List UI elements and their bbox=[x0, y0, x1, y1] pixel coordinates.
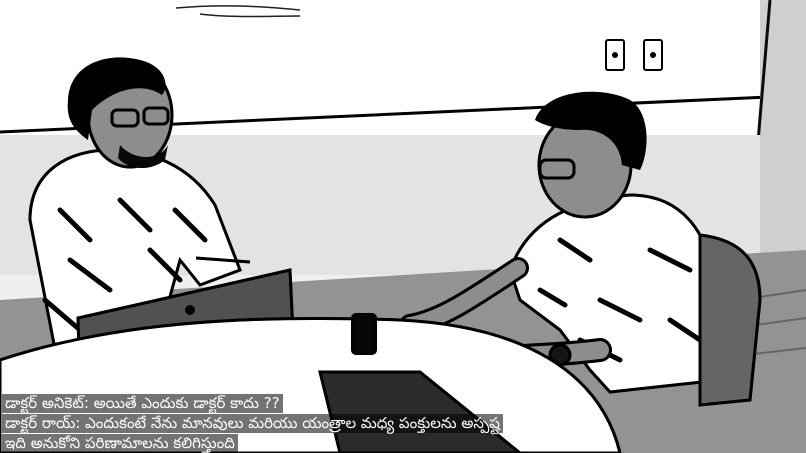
outlet-hole bbox=[612, 52, 618, 58]
subtitle-line-1: డాక్టర్ అనికెట్: అయితే ఎందుకు డాక్టర్ కాదు ?? bbox=[2, 394, 283, 413]
laptop-logo bbox=[185, 305, 195, 315]
subtitle-line-3: ఇది అనుకోని పరిణామాలను కలిగిస్తుంది bbox=[2, 434, 238, 453]
phone bbox=[352, 314, 376, 354]
chair bbox=[700, 235, 760, 405]
subtitle-line-2: డాక్టర్ రాయ్: ఎందుకంటే నేను మానవులు మరియు యంత్రాల మధ్య పంక్తులను అస్పష్ట bbox=[2, 414, 503, 433]
outlet-hole bbox=[650, 52, 656, 58]
subtitle-overlay bbox=[0, 394, 806, 453]
